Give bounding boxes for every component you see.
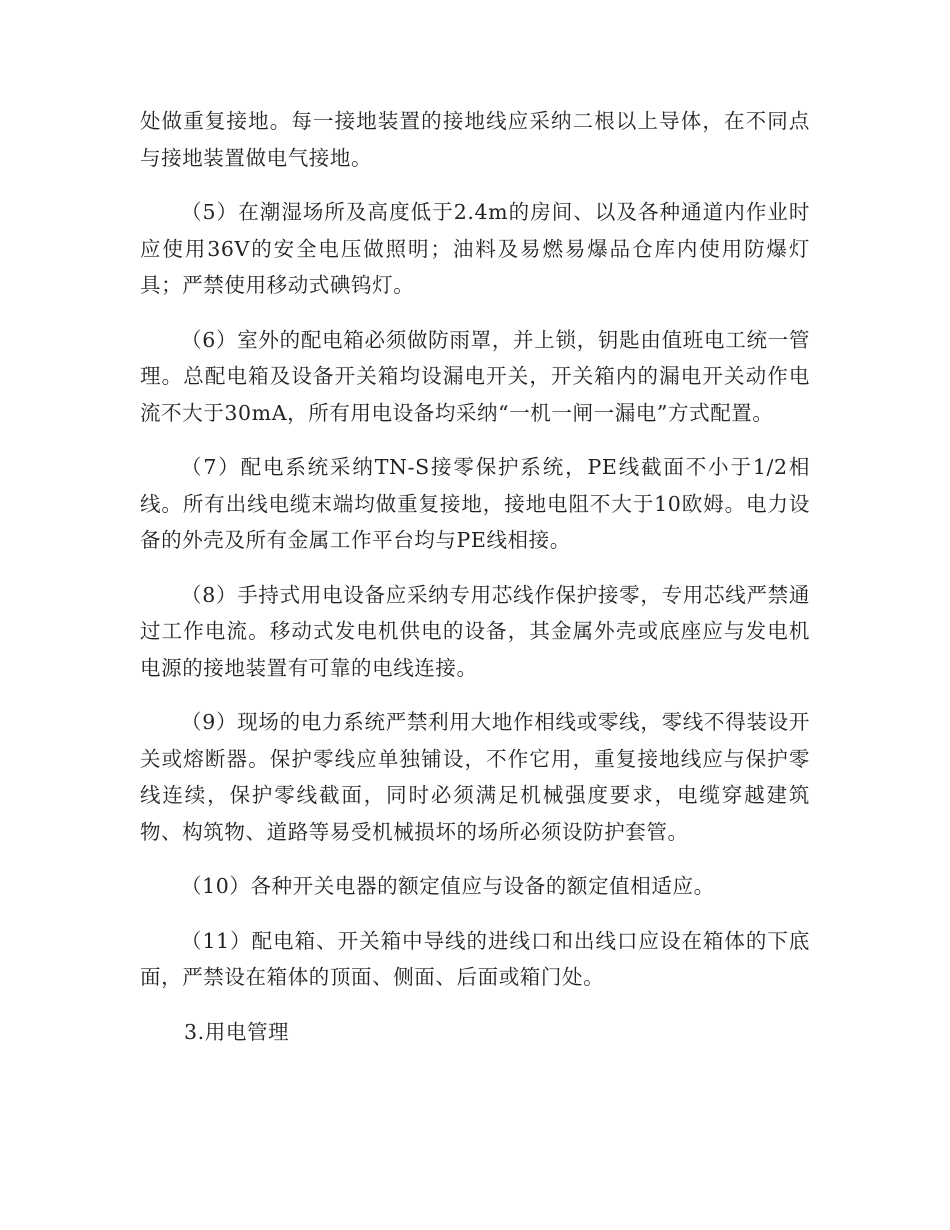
paragraph-item-5: （5）在潮湿场所及高度低于2.4m的房间、以及各种通道内作业时应使用36V的安全电压做照明；油料及易燃易爆品仓库内使用防爆灯具；严禁使用移动式碘钨灯。 bbox=[140, 200, 810, 297]
paragraph-continuation: 处做重复接地。每一接地装置的接地线应采纳二根以上导体，在不同点与接地装置做电气接地。 bbox=[140, 109, 810, 170]
paragraph-item-6: （6）室外的配电箱必须做防雨罩，并上锁，钥匙由值班电工统一管理。总配电箱及设备开关箱均设漏电开关，开关箱内的漏电开关动作电流不大于30mA，所有用电设备均采纳“一机一闸一漏电”方式配置。 bbox=[140, 327, 810, 425]
document-body bbox=[140, 103, 810, 1050]
paragraph-item-8: （8）手持式用电设备应采纳专用芯线作保护接零，专用芯线严禁通过工作电流。移动式发电机供电的设备，其金属外壳或底座应与发电机电源的接地装置有可靠的电线连接。 bbox=[140, 582, 810, 680]
paragraph-item-10: （10）各种开关电器的额定值应与设备的额定值相适应。 bbox=[181, 874, 715, 898]
paragraph-item-7: （7）配电系统采纳TN-S接零保护系统，PE线截面不小于1/2相线。所有出线电缆末端均做重复接地，接地电阻不大于10欧姆。电力设备的外壳及所有金属工作平台均与PE线相接。 bbox=[140, 455, 810, 552]
section-heading: 3.用电管理 bbox=[184, 1019, 290, 1044]
paragraph-item-11: （11）配电箱、开关箱中导线的进线口和出线口应设在箱体的下底面，严禁设在箱体的顶面、侧面、后面或箱门处。 bbox=[140, 928, 810, 989]
paragraph-item-9: （9）现场的电力系统严禁利用大地作相线或零线，零线不得装设开关或熔断器。保护零线应单独铺设，不作它用，重复接地线应与保护零线连续，保护零线截面，同时必须满足机械强度要求，电缆穿越建筑物、构筑物、道路等易受机械损坏的场所必须设防护套管。 bbox=[140, 710, 810, 844]
